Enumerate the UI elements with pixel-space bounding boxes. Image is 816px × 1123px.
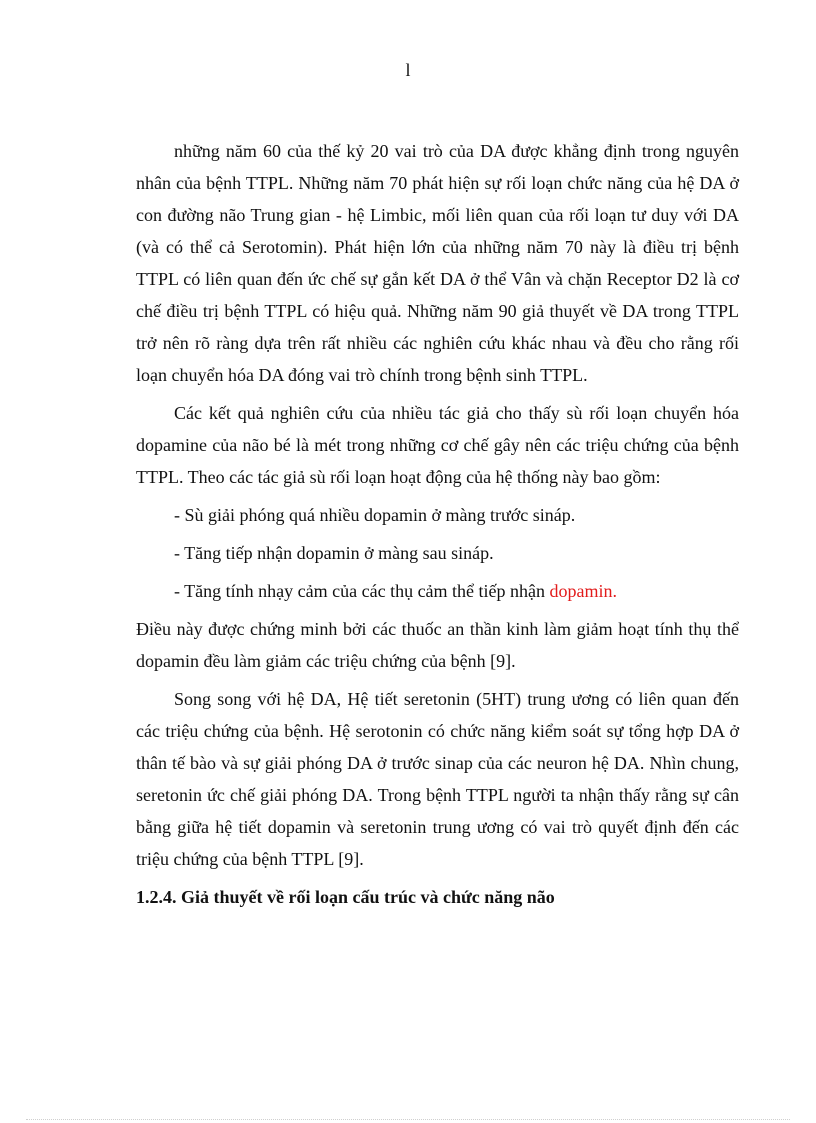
section-heading: 1.2.4. Giả thuyết về rối loạn cấu trúc và chức năng não	[136, 887, 555, 907]
highlighted-word: dopamin.	[549, 581, 618, 601]
paragraph-dopamine-mechanism: Các kết quả nghiên cứu của nhiều tác giả cho thấy sù rối loạn chuyển hóa dopamine của não bé là mét trong những cơ chế gây nên các triệu chứng của bệnh TTPL. Theo các tác giả sù rối loạn hoạt động của hệ thống này bao gồm:	[136, 403, 739, 487]
page-bottom-divider	[26, 1119, 790, 1120]
bullet-text: - Tăng tính nhạy cảm của các thụ cảm thể tiếp nhận	[174, 581, 550, 601]
page-number: l	[405, 60, 411, 80]
paragraph-da-history: những năm 60 của thế kỷ 20 vai trò của DA được khẳng định trong nguyên nhân của bệnh TTPL. Những năm 70 phát hiện sự rối loạn chức năng của hệ DA ở con đường não Trung gian - hệ Limbic, mối liên quan của rối loạn tư duy với DA (và có thể cả Serotomin). Phát hiện lớn của những năm 70 này là điều trị bệnh TTPL có liên quan đến ức chế sự gắn kết DA ở thể Vân và chặn Receptor D2 là cơ chế điều trị bệnh TTPL có hiệu quả. Những năm 90 giả thuyết về DA trong TTPL trở nên rõ ràng dựa trên rất nhiều các nghiên cứu khác nhau và đều cho rằng rối loạn chuyển hóa DA đóng vai trò chính trong bệnh sinh TTPL.	[136, 141, 739, 385]
paragraph-serotonin: Song song với hệ DA, Hệ tiết seretonin (5HT) trung ương có liên quan đến các triệu chứng của bệnh. Hệ serotonin có chức năng kiểm soát sự tổng hợp DA ở thân tế bào và sự giải phóng DA ở trước sinap của các neuron hệ DA. Nhìn chung, seretonin ức chế giải phóng DA. Trong bệnh TTPL người ta nhận thấy rằng sự cân bằng giữa hệ tiết dopamin và seretonin trung ương có vai trò quyết định đến các triệu chứng của bệnh TTPL [9].	[136, 689, 739, 869]
paragraph-evidence: Điều này được chứng minh bởi các thuốc an thần kinh làm giảm hoạt tính thụ thể dopamin đều làm giảm các triệu chứng của bệnh [9].	[136, 619, 739, 671]
bullet-item	[136, 575, 739, 607]
bullet-item: - Tăng tiếp nhận dopamin ở màng sau sináp.	[174, 543, 494, 563]
bullet-item: - Sù giải phóng quá nhiều dopamin ở màng trước sináp.	[174, 505, 576, 525]
document-body	[136, 135, 739, 913]
